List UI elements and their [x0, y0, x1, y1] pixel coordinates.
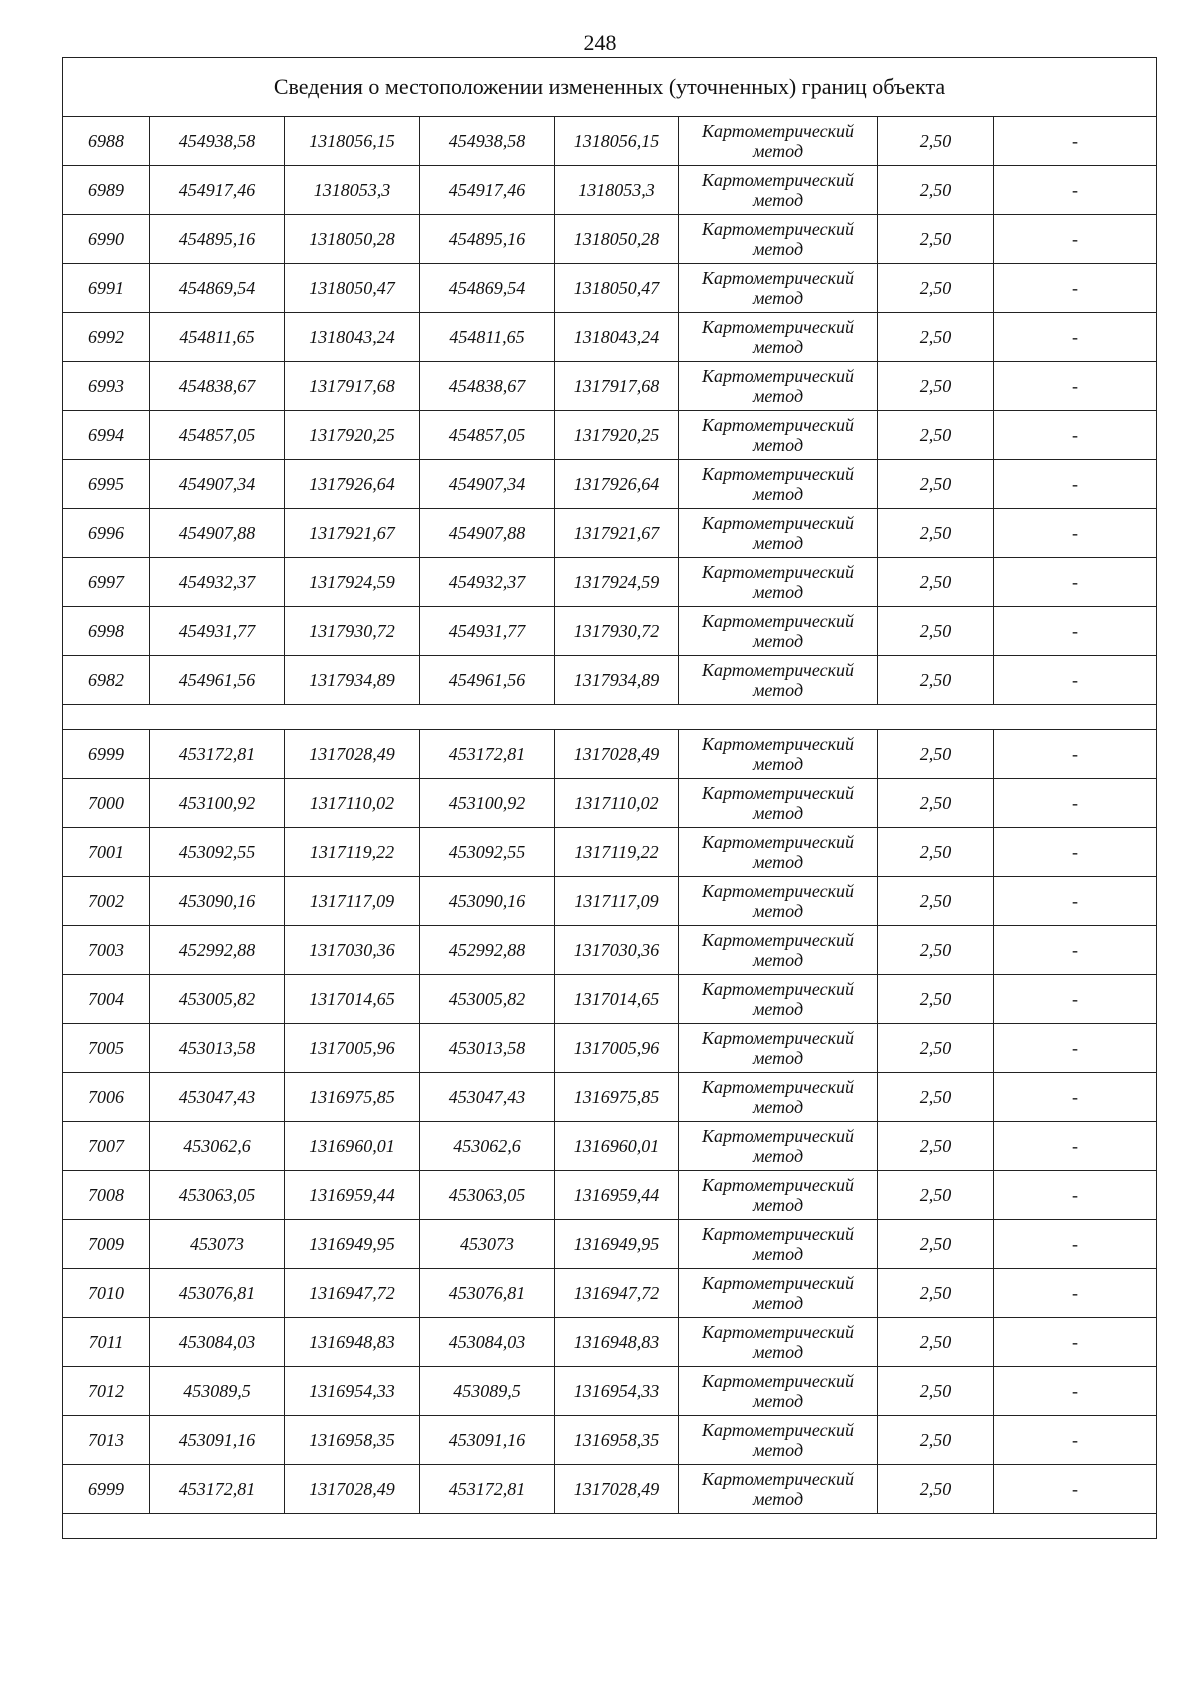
description-cell: - — [994, 656, 1157, 705]
table-row — [63, 1269, 1157, 1318]
x-existing-cell: 453047,43 — [150, 1073, 285, 1122]
table-row — [63, 1318, 1157, 1367]
y-existing-cell: 1318053,3 — [285, 166, 420, 215]
y-existing-cell: 1317030,36 — [285, 926, 420, 975]
point-number-cell: 7011 — [63, 1318, 150, 1367]
method-cell — [679, 1073, 878, 1122]
method-cell — [679, 656, 878, 705]
method-text: Картометрический метод — [701, 1224, 854, 1264]
precision-cell: 2,50 — [878, 117, 994, 166]
y-existing-cell: 1317014,65 — [285, 975, 420, 1024]
y-new-cell: 1317014,65 — [555, 975, 679, 1024]
method-cell — [679, 264, 878, 313]
x-new-cell: 454857,05 — [420, 411, 555, 460]
description-cell: - — [994, 558, 1157, 607]
precision-cell: 2,50 — [878, 779, 994, 828]
method-text: Картометрический метод — [701, 611, 854, 651]
y-new-cell: 1317917,68 — [555, 362, 679, 411]
x-new-cell: 454961,56 — [420, 656, 555, 705]
description-cell: - — [994, 509, 1157, 558]
x-existing-cell: 454932,37 — [150, 558, 285, 607]
y-new-cell: 1318056,15 — [555, 117, 679, 166]
method-text: Картометрический метод — [701, 219, 854, 259]
y-new-cell: 1317924,59 — [555, 558, 679, 607]
x-new-cell: 452992,88 — [420, 926, 555, 975]
method-cell — [679, 166, 878, 215]
precision-cell: 2,50 — [878, 1073, 994, 1122]
point-number-cell: 7005 — [63, 1024, 150, 1073]
table-row — [63, 558, 1157, 607]
point-number-cell: 6988 — [63, 117, 150, 166]
y-existing-cell: 1318050,28 — [285, 215, 420, 264]
x-existing-cell: 454811,65 — [150, 313, 285, 362]
description-cell: - — [994, 779, 1157, 828]
precision-cell: 2,50 — [878, 828, 994, 877]
point-number-cell: 7002 — [63, 877, 150, 926]
method-text: Картометрический метод — [701, 660, 854, 700]
y-existing-cell: 1316954,33 — [285, 1367, 420, 1416]
precision-cell: 2,50 — [878, 1416, 994, 1465]
x-new-cell: 454938,58 — [420, 117, 555, 166]
y-new-cell: 1316948,83 — [555, 1318, 679, 1367]
x-existing-cell: 454931,77 — [150, 607, 285, 656]
table-row — [63, 975, 1157, 1024]
description-cell: - — [994, 460, 1157, 509]
y-new-cell: 1317926,64 — [555, 460, 679, 509]
description-cell: - — [994, 1073, 1157, 1122]
table-row — [63, 1122, 1157, 1171]
y-existing-cell: 1317119,22 — [285, 828, 420, 877]
description-cell: - — [994, 828, 1157, 877]
method-cell — [679, 1220, 878, 1269]
precision-cell: 2,50 — [878, 1318, 994, 1367]
method-text: Картометрический метод — [701, 1077, 854, 1117]
precision-cell: 2,50 — [878, 1171, 994, 1220]
y-existing-cell: 1316958,35 — [285, 1416, 420, 1465]
method-cell — [679, 117, 878, 166]
precision-cell: 2,50 — [878, 166, 994, 215]
y-new-cell: 1316947,72 — [555, 1269, 679, 1318]
x-new-cell: 454811,65 — [420, 313, 555, 362]
page-number: 248 — [583, 30, 617, 55]
table-row — [63, 509, 1157, 558]
precision-cell: 2,50 — [878, 877, 994, 926]
method-cell — [679, 1024, 878, 1073]
point-number-cell: 6982 — [63, 656, 150, 705]
table-row — [63, 926, 1157, 975]
table-row — [63, 1024, 1157, 1073]
x-new-cell: 453073 — [420, 1220, 555, 1269]
precision-cell: 2,50 — [878, 1269, 994, 1318]
x-existing-cell: 452992,88 — [150, 926, 285, 975]
y-new-cell: 1317005,96 — [555, 1024, 679, 1073]
precision-cell: 2,50 — [878, 1465, 994, 1514]
x-new-cell: 454932,37 — [420, 558, 555, 607]
x-new-cell: 453090,16 — [420, 877, 555, 926]
table-row — [63, 1073, 1157, 1122]
method-text: Картометрический метод — [701, 1126, 854, 1166]
point-number-cell: 7003 — [63, 926, 150, 975]
point-number-cell: 6994 — [63, 411, 150, 460]
table-row — [63, 1367, 1157, 1416]
y-new-cell: 1317119,22 — [555, 828, 679, 877]
group-separator-row — [63, 705, 1157, 730]
method-cell — [679, 362, 878, 411]
method-text: Картометрический метод — [701, 317, 854, 357]
method-cell — [679, 215, 878, 264]
precision-cell: 2,50 — [878, 313, 994, 362]
method-cell — [679, 411, 878, 460]
x-new-cell: 453063,05 — [420, 1171, 555, 1220]
method-cell — [679, 1367, 878, 1416]
method-text: Картометрический метод — [701, 268, 854, 308]
method-cell — [679, 1122, 878, 1171]
description-cell: - — [994, 1269, 1157, 1318]
x-new-cell: 453047,43 — [420, 1073, 555, 1122]
y-new-cell: 1316959,44 — [555, 1171, 679, 1220]
x-existing-cell: 453005,82 — [150, 975, 285, 1024]
x-existing-cell: 453084,03 — [150, 1318, 285, 1367]
x-existing-cell: 453073 — [150, 1220, 285, 1269]
point-number-cell: 6997 — [63, 558, 150, 607]
table-title-row — [63, 58, 1157, 117]
table-row — [63, 1171, 1157, 1220]
precision-cell: 2,50 — [878, 362, 994, 411]
y-existing-cell: 1316949,95 — [285, 1220, 420, 1269]
y-new-cell: 1316960,01 — [555, 1122, 679, 1171]
y-new-cell: 1318053,3 — [555, 166, 679, 215]
table-row — [63, 607, 1157, 656]
x-existing-cell: 453172,81 — [150, 730, 285, 779]
method-cell — [679, 1416, 878, 1465]
method-text: Картометрический метод — [701, 832, 854, 872]
table-row — [63, 264, 1157, 313]
point-number-cell: 7001 — [63, 828, 150, 877]
table-row — [63, 828, 1157, 877]
point-number-cell: 7004 — [63, 975, 150, 1024]
point-number-cell: 6996 — [63, 509, 150, 558]
x-existing-cell: 454907,88 — [150, 509, 285, 558]
x-existing-cell: 454869,54 — [150, 264, 285, 313]
method-cell — [679, 509, 878, 558]
table-row — [63, 1465, 1157, 1514]
x-new-cell: 453076,81 — [420, 1269, 555, 1318]
x-existing-cell: 454938,58 — [150, 117, 285, 166]
description-cell: - — [994, 1122, 1157, 1171]
description-cell: - — [994, 607, 1157, 656]
x-new-cell: 453084,03 — [420, 1318, 555, 1367]
group-separator-row — [63, 1514, 1157, 1539]
y-existing-cell: 1317926,64 — [285, 460, 420, 509]
method-text: Картометрический метод — [701, 1273, 854, 1313]
y-new-cell: 1316975,85 — [555, 1073, 679, 1122]
description-cell: - — [994, 1318, 1157, 1367]
description-cell: - — [994, 975, 1157, 1024]
y-existing-cell: 1317921,67 — [285, 509, 420, 558]
precision-cell: 2,50 — [878, 215, 994, 264]
table-row — [63, 215, 1157, 264]
y-existing-cell: 1317930,72 — [285, 607, 420, 656]
y-new-cell: 1318050,47 — [555, 264, 679, 313]
table-row — [63, 460, 1157, 509]
x-new-cell: 453172,81 — [420, 730, 555, 779]
x-existing-cell: 454961,56 — [150, 656, 285, 705]
table-row — [63, 1220, 1157, 1269]
point-number-cell: 6999 — [63, 730, 150, 779]
precision-cell: 2,50 — [878, 607, 994, 656]
x-existing-cell: 453062,6 — [150, 1122, 285, 1171]
method-cell — [679, 313, 878, 362]
method-text: Картометрический метод — [701, 513, 854, 553]
point-number-cell: 7013 — [63, 1416, 150, 1465]
method-cell — [679, 877, 878, 926]
precision-cell: 2,50 — [878, 460, 994, 509]
x-new-cell: 454907,88 — [420, 509, 555, 558]
description-cell: - — [994, 362, 1157, 411]
precision-cell: 2,50 — [878, 1024, 994, 1073]
x-existing-cell: 454907,34 — [150, 460, 285, 509]
method-text: Картометрический метод — [701, 121, 854, 161]
method-text: Картометрический метод — [701, 1322, 854, 1362]
description-cell: - — [994, 166, 1157, 215]
x-existing-cell: 453089,5 — [150, 1367, 285, 1416]
precision-cell: 2,50 — [878, 1122, 994, 1171]
x-new-cell: 454895,16 — [420, 215, 555, 264]
point-number-cell: 7009 — [63, 1220, 150, 1269]
y-existing-cell: 1316947,72 — [285, 1269, 420, 1318]
boundary-coordinates-table — [62, 57, 1157, 1539]
x-new-cell: 454869,54 — [420, 264, 555, 313]
method-text: Картометрический метод — [701, 464, 854, 504]
description-cell: - — [994, 264, 1157, 313]
method-cell — [679, 1465, 878, 1514]
method-text: Картометрический метод — [701, 734, 854, 774]
x-existing-cell: 453172,81 — [150, 1465, 285, 1514]
x-existing-cell: 453063,05 — [150, 1171, 285, 1220]
description-cell: - — [994, 411, 1157, 460]
y-new-cell: 1316954,33 — [555, 1367, 679, 1416]
description-cell: - — [994, 1465, 1157, 1514]
x-existing-cell: 453092,55 — [150, 828, 285, 877]
y-existing-cell: 1317028,49 — [285, 730, 420, 779]
y-new-cell: 1317030,36 — [555, 926, 679, 975]
description-cell: - — [994, 926, 1157, 975]
y-existing-cell: 1317924,59 — [285, 558, 420, 607]
table-row — [63, 656, 1157, 705]
table-row — [63, 1416, 1157, 1465]
method-cell — [679, 828, 878, 877]
x-new-cell: 453100,92 — [420, 779, 555, 828]
method-text: Картометрический метод — [701, 1175, 854, 1215]
x-existing-cell: 453091,16 — [150, 1416, 285, 1465]
y-existing-cell: 1316959,44 — [285, 1171, 420, 1220]
y-existing-cell: 1317117,09 — [285, 877, 420, 926]
x-new-cell: 453005,82 — [420, 975, 555, 1024]
method-text: Картометрический метод — [701, 783, 854, 823]
x-new-cell: 453062,6 — [420, 1122, 555, 1171]
description-cell: - — [994, 1220, 1157, 1269]
table-row — [63, 117, 1157, 166]
y-new-cell: 1317930,72 — [555, 607, 679, 656]
precision-cell: 2,50 — [878, 730, 994, 779]
method-cell — [679, 779, 878, 828]
x-new-cell: 453092,55 — [420, 828, 555, 877]
method-cell — [679, 1171, 878, 1220]
x-new-cell: 453089,5 — [420, 1367, 555, 1416]
precision-cell: 2,50 — [878, 264, 994, 313]
method-cell — [679, 558, 878, 607]
method-text: Картометрический метод — [701, 1371, 854, 1411]
table-row — [63, 362, 1157, 411]
method-text: Картометрический метод — [701, 562, 854, 602]
x-existing-cell: 454917,46 — [150, 166, 285, 215]
y-new-cell: 1317920,25 — [555, 411, 679, 460]
table-row — [63, 411, 1157, 460]
precision-cell: 2,50 — [878, 656, 994, 705]
description-cell: - — [994, 877, 1157, 926]
y-new-cell: 1317921,67 — [555, 509, 679, 558]
x-existing-cell: 453076,81 — [150, 1269, 285, 1318]
precision-cell: 2,50 — [878, 411, 994, 460]
precision-cell: 2,50 — [878, 1367, 994, 1416]
precision-cell: 2,50 — [878, 926, 994, 975]
point-number-cell: 6989 — [63, 166, 150, 215]
x-new-cell: 454931,77 — [420, 607, 555, 656]
x-new-cell: 454907,34 — [420, 460, 555, 509]
method-cell — [679, 730, 878, 779]
method-text: Картометрический метод — [701, 1028, 854, 1068]
x-existing-cell: 454838,67 — [150, 362, 285, 411]
y-existing-cell: 1318056,15 — [285, 117, 420, 166]
table-title: Сведения о местоположении измененных (уточненных) границ объекта — [63, 58, 1157, 117]
method-cell — [679, 607, 878, 656]
x-existing-cell: 453100,92 — [150, 779, 285, 828]
y-new-cell: 1318043,24 — [555, 313, 679, 362]
description-cell: - — [994, 1367, 1157, 1416]
point-number-cell: 7006 — [63, 1073, 150, 1122]
description-cell: - — [994, 1171, 1157, 1220]
y-new-cell: 1317117,09 — [555, 877, 679, 926]
method-text: Картометрический метод — [701, 415, 854, 455]
y-existing-cell: 1317028,49 — [285, 1465, 420, 1514]
y-new-cell: 1316958,35 — [555, 1416, 679, 1465]
point-number-cell: 6992 — [63, 313, 150, 362]
point-number-cell: 7010 — [63, 1269, 150, 1318]
point-number-cell: 7008 — [63, 1171, 150, 1220]
x-existing-cell: 454857,05 — [150, 411, 285, 460]
y-new-cell: 1318050,28 — [555, 215, 679, 264]
x-new-cell: 453172,81 — [420, 1465, 555, 1514]
y-new-cell: 1317934,89 — [555, 656, 679, 705]
x-new-cell: 454917,46 — [420, 166, 555, 215]
x-new-cell: 453091,16 — [420, 1416, 555, 1465]
point-number-cell: 7007 — [63, 1122, 150, 1171]
table-row — [63, 877, 1157, 926]
point-number-cell: 6995 — [63, 460, 150, 509]
method-text: Картометрический метод — [701, 979, 854, 1019]
method-text: Картометрический метод — [701, 366, 854, 406]
description-cell: - — [994, 215, 1157, 264]
x-new-cell: 454838,67 — [420, 362, 555, 411]
precision-cell: 2,50 — [878, 1220, 994, 1269]
method-text: Картометрический метод — [701, 881, 854, 921]
x-existing-cell: 454895,16 — [150, 215, 285, 264]
group-separator-cell — [63, 1514, 1157, 1539]
y-existing-cell: 1316948,83 — [285, 1318, 420, 1367]
y-existing-cell: 1317920,25 — [285, 411, 420, 460]
description-cell: - — [994, 117, 1157, 166]
y-new-cell: 1317028,49 — [555, 730, 679, 779]
point-number-cell: 6993 — [63, 362, 150, 411]
method-cell — [679, 1269, 878, 1318]
group-separator-cell — [63, 705, 1157, 730]
point-number-cell: 6990 — [63, 215, 150, 264]
point-number-cell: 6991 — [63, 264, 150, 313]
y-existing-cell: 1317917,68 — [285, 362, 420, 411]
x-new-cell: 453013,58 — [420, 1024, 555, 1073]
table-row — [63, 166, 1157, 215]
table-row — [63, 730, 1157, 779]
method-text: Картометрический метод — [701, 1420, 854, 1460]
table-row — [63, 313, 1157, 362]
method-cell — [679, 460, 878, 509]
y-new-cell: 1317028,49 — [555, 1465, 679, 1514]
method-cell — [679, 975, 878, 1024]
description-cell: - — [994, 1024, 1157, 1073]
description-cell: - — [994, 730, 1157, 779]
y-existing-cell: 1317110,02 — [285, 779, 420, 828]
method-text: Картометрический метод — [701, 170, 854, 210]
table-row — [63, 779, 1157, 828]
precision-cell: 2,50 — [878, 558, 994, 607]
point-number-cell: 7000 — [63, 779, 150, 828]
point-number-cell: 6998 — [63, 607, 150, 656]
description-cell: - — [994, 1416, 1157, 1465]
precision-cell: 2,50 — [878, 509, 994, 558]
x-existing-cell: 453013,58 — [150, 1024, 285, 1073]
y-existing-cell: 1317934,89 — [285, 656, 420, 705]
method-cell — [679, 926, 878, 975]
method-cell — [679, 1318, 878, 1367]
y-existing-cell: 1316975,85 — [285, 1073, 420, 1122]
method-text: Картометрический метод — [701, 1469, 854, 1509]
y-existing-cell: 1316960,01 — [285, 1122, 420, 1171]
x-existing-cell: 453090,16 — [150, 877, 285, 926]
description-cell: - — [994, 313, 1157, 362]
y-existing-cell: 1317005,96 — [285, 1024, 420, 1073]
point-number-cell: 6999 — [63, 1465, 150, 1514]
y-new-cell: 1316949,95 — [555, 1220, 679, 1269]
precision-cell: 2,50 — [878, 975, 994, 1024]
method-text: Картометрический метод — [701, 930, 854, 970]
y-existing-cell: 1318050,47 — [285, 264, 420, 313]
y-new-cell: 1317110,02 — [555, 779, 679, 828]
y-existing-cell: 1318043,24 — [285, 313, 420, 362]
point-number-cell: 7012 — [63, 1367, 150, 1416]
